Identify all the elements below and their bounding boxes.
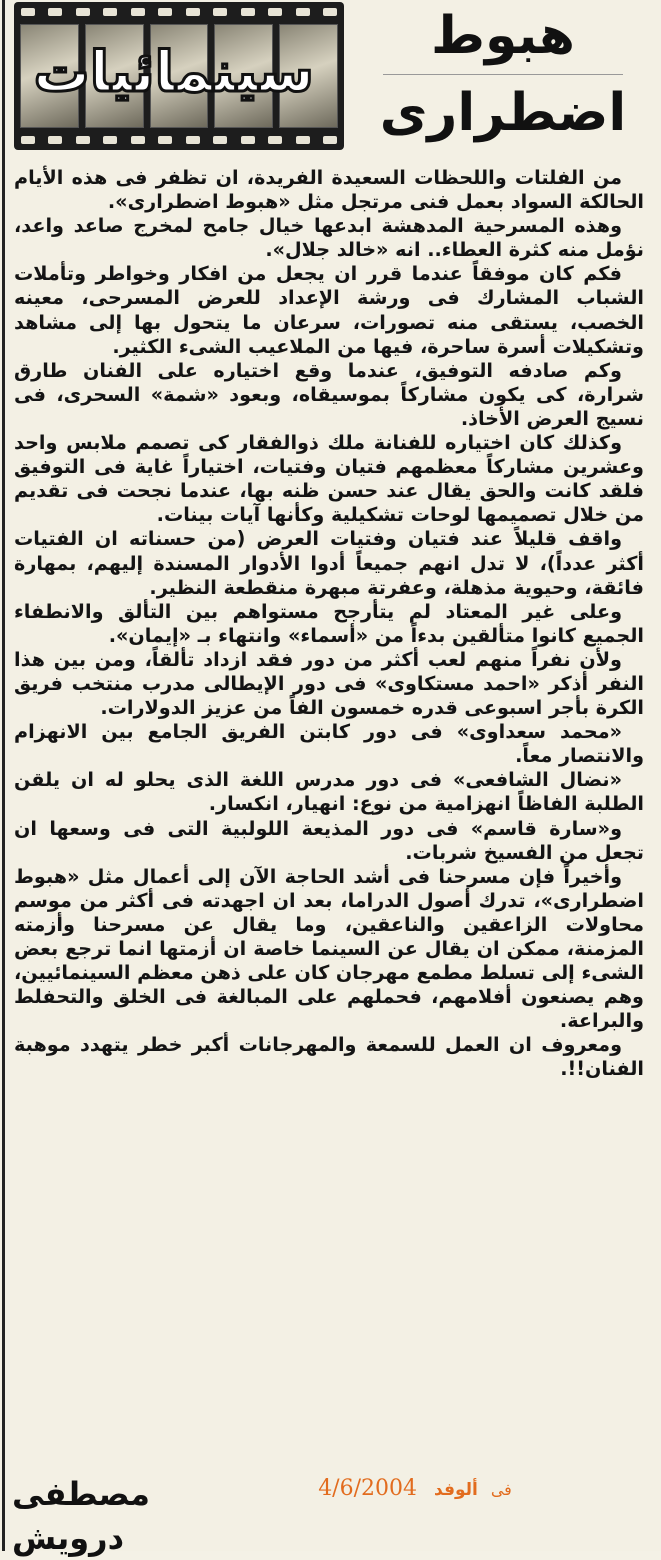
article-paragraph: «محمد سعداوى» فى دور كابتن الفريق الجامع بين الانهزام والانتصار معاً. xyxy=(14,720,644,768)
article-paragraph: وكم صادفه التوفيق، عندما وقع اختياره على الفنان طارق شرارة، كى يكون مشاركاً بموسيقاه، وبعود «شمة» السحرى، فى نسيج العرض الأخاذ. xyxy=(14,358,644,430)
article-paragraph: فكم كان موفقاً عندما قرر ان يجعل من افكار وخواطر وتأملات الشباب المشارك فى ورشة الإعداد للعرض المسرحى، معينه الخصب، يستقى منه تصورات، سرعان ما يتحول بها إلى مشاهد وتشكيلات أسرة ساحرة، فيها من الملاعيب الشىء الكثير. xyxy=(14,262,644,358)
article-paragraph: وعلى غير المعتاد لم يتأرجح مستواهم بين التألق والانطفاء الجميع كانوا متألقين بدءاً من «أسماء» وانتهاء بـ «إيمان». xyxy=(14,599,644,647)
source-preposition: فى xyxy=(490,1480,512,1499)
article-footer xyxy=(0,1468,661,1557)
article-paragraph: واقف قليلاً عند فتيان وفتيات العرض (من حسناته ان الفتيات أكثر عدداً)، لا تدل انهم جميعاً أدوا الأدوار المسندة إليهم، بمهارة فائقة، وحيوية مذهلة، وعفرتة مبهرة منقطعة النظير. xyxy=(14,527,644,599)
headline-line-2: اضطرارى xyxy=(379,83,627,143)
article-paragraph: من الفلتات واللحظات السعيدة الفريدة، ان تظفر فى هذه الأيام الحالكة السواد بعمل فنى مرتجل مثل «هبوط اضطرارى». xyxy=(14,166,644,214)
film-perforations-top xyxy=(14,5,344,19)
article-paragraph: وأخيراً فإن مسرحنا فى أشد الحاجة الآن إلى أعمال مثل «هبوط اضطرارى»، تدرك أصول الدراما، بعد ان اجهدته فى أكثر من موسم محاولات الزاعقين والناعقين، وما يقال عن مسرحنا وأزمته المزمنة، ممكن ان يقال عن السينما خاصة ان أزمتها انما ترجع بعض الشىء إلى تسلط مطمع مهرجان كان على ذهن معظم السينمائيين، وهم يصنعون أفلامهم، فحملهم على المبالغة فى الخلق والتحفلط والبراعة. xyxy=(14,864,644,1033)
article-paragraph: و«سارة قاسم» فى دور المذيعة اللولبية التى فى وسعها ان تجعل من الفسيخ شربات. xyxy=(14,816,644,864)
article-paragraph: ولأن نفراً منهم لعب أكثر من دور فقد ازداد تألقاً، ومن بين هذا النفر أذكر «احمد مستكاوى» فى دور الإيطالى مدرب منتخب فريق الكرة بأجر اسبوعى قدره خمسون الفاً من عزيز الدولارات. xyxy=(14,647,644,720)
article-paragraph: «نضال الشافعى» فى دور مدرس اللغة الذى يحلو له ان يلقن الطلبة الفاظاً انهزامية من نوع: انهيار، انكسار. xyxy=(14,768,644,816)
column-logo-text: سينمائيات xyxy=(33,40,314,105)
article-body xyxy=(14,166,644,1082)
column-logo-film-strip xyxy=(14,2,344,150)
article-header xyxy=(8,0,658,158)
source-newspaper: ألوفد xyxy=(434,1480,478,1500)
headline xyxy=(368,0,638,158)
article-paragraph: وكذلك كان اختياره للفنانة ملك ذوالفقار كى تصمم ملابس واحد وعشرين مشاركاً معظمهم فتيان وفتيات، اختياراً غاية فى التوفيق فلقد كانت والحق يقال عند حسن ظنه بها، عندما نجحت فى تقديم من خلال تصميمها لوحات تشكيلية وكأنها آيات بينات. xyxy=(14,431,644,527)
left-border-line xyxy=(2,0,5,1551)
author-name: مصطفى درويش xyxy=(12,1475,150,1557)
film-perforations-bottom xyxy=(14,133,344,147)
article-paragraph: وهذه المسرحية المدهشة ابدعها خيال جامح لمخرج صاعد واعد، نؤمل منه كثرة العطاء.. انه «خالد جلال». xyxy=(14,214,644,262)
headline-line-1: هبوط xyxy=(431,6,575,66)
article-paragraph: ومعروف ان العمل للسمعة والمهرجانات أكبر خطر يتهدد موهبة الفنان!!. xyxy=(14,1033,644,1081)
source-stamp xyxy=(300,1474,540,1505)
source-date: 4/6/2004 xyxy=(318,1476,417,1501)
